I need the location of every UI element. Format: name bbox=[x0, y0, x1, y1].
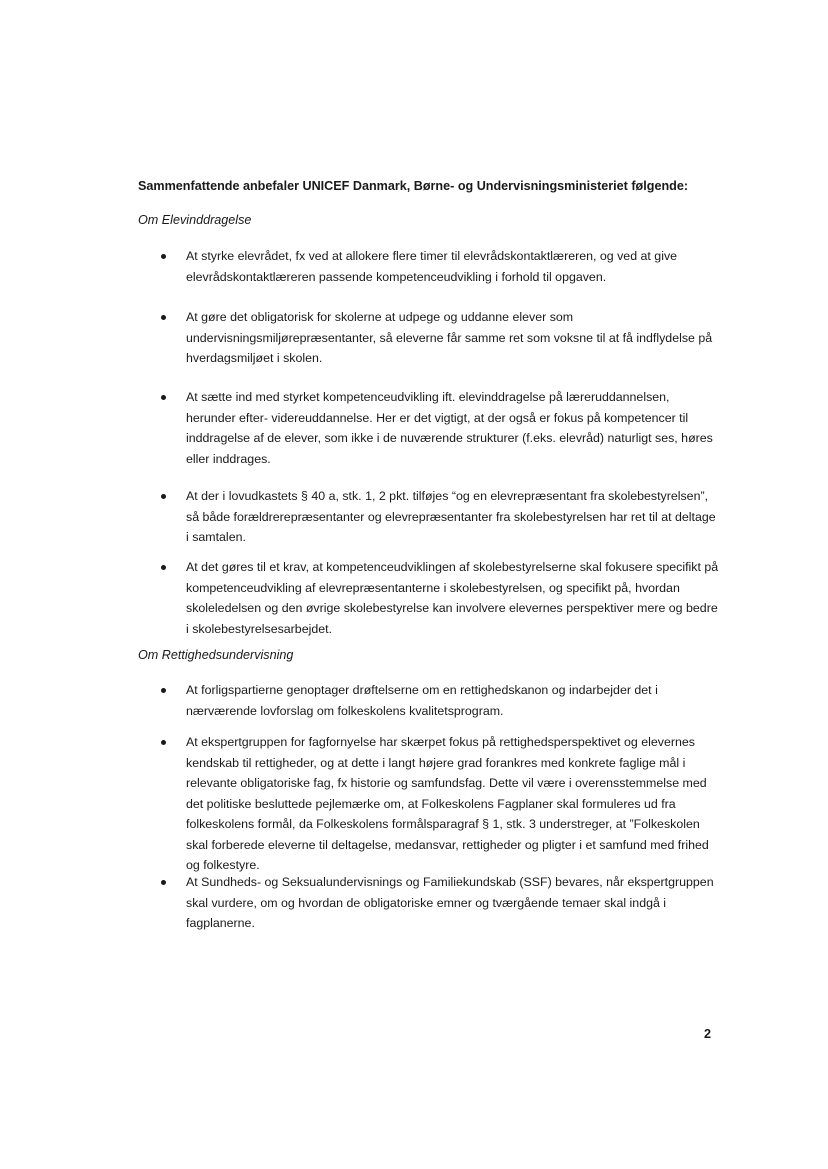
document-heading: Sammenfattende anbefaler UNICEF Danmark, Børne- og Undervisningsministeriet følgende: bbox=[138, 179, 689, 193]
list-item-text: At gøre det obligatorisk for skolerne at udpege og uddanne elever som undervisningsmiljørepræsentanter, så eleverne får samme ret som voksne til at få indflydelse på hverdagsmiljøet i skolen. bbox=[186, 310, 713, 365]
bullet-icon bbox=[161, 254, 166, 259]
section-title-rettighedsundervisning: Om Rettighedsundervisning bbox=[138, 648, 294, 662]
bullet-icon bbox=[161, 688, 166, 693]
bullet-icon bbox=[161, 565, 166, 570]
section-title-elevinddragelse: Om Elevinddragelse bbox=[138, 213, 252, 227]
list-item-text: At sætte ind med styrket kompetenceudvikling ift. elevinddragelse på læreruddannelsen, herunder efter- videreuddannelse. Her er det vigtigt, at der også er fokus på kompetencer til inddragelse af de elever, som ikke i de nuværende strukturer (f.eks. elevråd) naturligt ses, høres eller inddrages. bbox=[186, 390, 713, 466]
bullet-icon bbox=[161, 740, 166, 745]
bullet-icon bbox=[161, 395, 166, 400]
bullet-icon bbox=[161, 315, 166, 320]
list-item-text: At der i lovudkastets § 40 a, stk. 1, 2 pkt. tilføjes “og en elevrepræsentant fra skolebestyrelsen”, så både forældrerepræsentanter og elevrepræsentanter fra skolebestyrelsen har ret til at deltage i samtalen. bbox=[186, 489, 716, 544]
list-item-text: At forligspartierne genoptager drøftelserne om en rettighedskanon og indarbejder det i nærværende lovforslag om folkeskolens kvalitetsprogram. bbox=[186, 683, 658, 718]
list-item-text: At styrke elevrådet, fx ved at allokere flere timer til elevrådskontaktlæreren, og ved at give elevrådskontaktlæreren passende kompetenceudvikling i forhold til opgaven. bbox=[186, 249, 678, 284]
page-number: 2 bbox=[704, 1027, 712, 1041]
list-item-text: At Sundheds- og Seksualundervisnings og Familiekundskab (SSF) bevares, når ekspertgruppen skal vurdere, om og hvordan de obligatoriske emner og tværgående temaer skal indgå i fagplanerne. bbox=[186, 875, 714, 930]
list-item-text: At det gøres til et krav, at kompetenceudviklingen af skolebestyrelserne skal fokusere specifikt på kompetenceudvikling af elevrepræsentanterne i skolebestyrelsen, og specifikt på, hvordan skoleledelsen og den øvrige skolebestyrelse kan involvere elevernes perspektiver mere og bedre i skolebestyrelsesarbejdet. bbox=[186, 560, 719, 636]
bullet-icon bbox=[161, 494, 166, 499]
bullet-icon bbox=[161, 880, 166, 885]
list-item-text: At ekspertgruppen for fagfornyelse har skærpet fokus på rettighedsperspektivet og elevernes kendskab til rettigheder, og at dette i langt højere grad forankres med konkrete faglige mål i relevante obligatoriske fag, fx historie og samfundsfag. Dette vil være i overensstemmelse med det politiske besluttede pejlemærke om, at Folkeskolens Fagplaner skal formuleres ud fra folkeskolens formål, da Folkeskolens formålsparagraf § 1, stk. 3 understreger, at ”Folkeskolen skal forberede eleverne til deltagelse, medansvar, rettigheder og pligter i et samfund med frihed og folkestyre. bbox=[186, 735, 709, 872]
